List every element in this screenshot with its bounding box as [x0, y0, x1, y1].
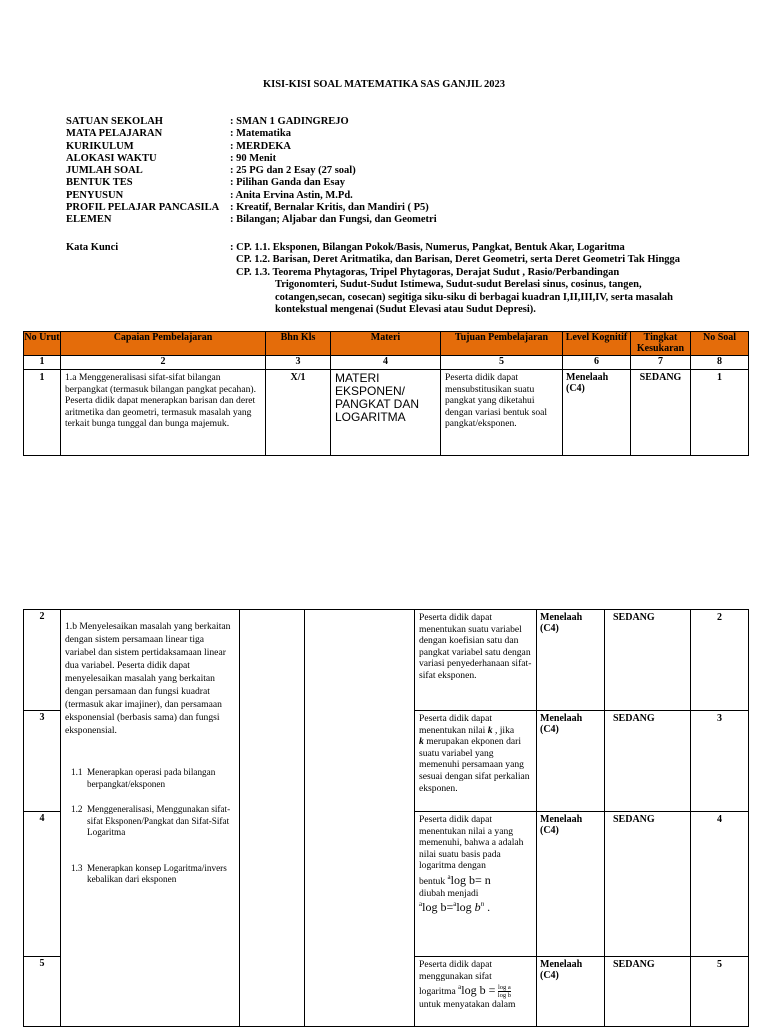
column-number: 8: [691, 356, 749, 370]
row-tingkat: SEDANG: [605, 957, 691, 1027]
column-number-row: [24, 356, 749, 370]
header-capaian: Capaian Pembelajaran: [61, 332, 266, 356]
column-number: 1: [24, 356, 61, 370]
table-row: [24, 610, 749, 711]
identity-block: [66, 116, 437, 227]
info-label: BENTUK TES: [66, 177, 133, 189]
kata-kunci-line: : CP. 1.1. Eksponen, Bilangan Pokok/Basis, Numerus, Pangkat, Bentuk Akar, Logaritma: [230, 242, 625, 253]
list-item: 1.1 Menerapkan operasi pada bilangan berpangkat/eksponen: [71, 767, 216, 789]
row-tujuan: Peserta didik dapat menggunakan sifat logaritma $^a$log b = $\frac{\text{log a}}{\text{log b}}$ untuk menyatakan dalam: [415, 957, 537, 1027]
info-label: PENYUSUN: [66, 189, 124, 201]
row-materi-empty: [305, 610, 415, 1027]
info-value: : 25 PG dan 2 Esay (27 soal): [230, 165, 356, 177]
row-no-soal: 5: [691, 957, 749, 1027]
row-tujuan: Peserta didik dapat menentukan nilai a yang memenuhi, bahwa a adalah nilai suatu basis pada logaritma dengan bentuk $^a$log b= n diubah menjadi $^a$log b=$^a$log $b^n$ .: [415, 812, 537, 957]
header-tujuan: Tujuan Pembelajaran: [441, 332, 563, 356]
row-bhn-kls-empty: [240, 610, 305, 1027]
logarithm-formula: log b=: [422, 900, 454, 915]
row-no: 5: [24, 957, 61, 1027]
kata-kunci-line: CP. 1.2. Barisan, Deret Aritmatika, dan Barisan, Deret Geometri, serta Deret Geometri Tak Hingga: [236, 254, 681, 266]
logarithm-formula: log b= n: [450, 872, 491, 887]
kata-kunci-line: kontekstual mengenai (Sudut Elevasi atau Sudut Depresi).: [275, 304, 536, 316]
row-tingkat: SEDANG: [605, 812, 691, 957]
info-label: SATUAN SEKOLAH: [66, 116, 163, 127]
header-no-urut: No Urut: [24, 332, 61, 356]
kata-kunci-line: cotangen,secan, cosecan) segitiga siku-siku di berbagai kuadran I,II,III,IV, serta masalah: [275, 291, 673, 303]
header-materi: Materi: [331, 332, 441, 356]
info-row: [66, 177, 437, 189]
row-no-soal: 1: [691, 370, 749, 456]
column-number: 6: [563, 356, 631, 370]
row-tingkat: SEDANG: [605, 711, 691, 812]
info-value: : Matematika: [230, 128, 291, 140]
kata-kunci-line: Trigonomteri, Sudut-Sudut Istimewa, Sudut-sudut Berelasi sinus, cosinus, tangen,: [275, 279, 642, 291]
info-row: [66, 116, 437, 128]
info-value: : Bilangan; Aljabar dan Fungsi, dan Geometri: [230, 214, 437, 226]
info-label: ALOKASI WAKTU: [66, 152, 157, 164]
column-number: 5: [441, 356, 563, 370]
kata-kunci-line: CP. 1.3. Teorema Phytagoras, Tripel Phytagoras, Derajat Sudut , Rasio/Perbandingan: [236, 266, 620, 278]
column-number: 7: [631, 356, 691, 370]
row-capaian-merged: [61, 610, 240, 1027]
column-number: 2: [61, 356, 266, 370]
row-level: Menelaah (C4): [537, 610, 605, 711]
list-item: 1.2 Menggeneralisasi, Menggunakan sifat-sifat Eksponen/Pangkat dan Sifat-Sifat Logaritma: [71, 804, 231, 837]
row-level: Menelaah (C4): [537, 711, 605, 812]
table-row: [24, 370, 749, 456]
kisi-kisi-table-continued: [23, 609, 749, 1027]
row-no-soal: 3: [691, 711, 749, 812]
row-no-soal: 4: [691, 812, 749, 957]
info-row: [66, 165, 437, 177]
info-row: [66, 202, 437, 214]
row-level: Menelaah (C4): [537, 812, 605, 957]
header-level: Level Kognitif: [563, 332, 631, 356]
header-bhn-kls: Bhn Kls: [266, 332, 331, 356]
info-value: : Anita Ervina Astin, M.Pd.: [230, 189, 353, 201]
kata-kunci-label: Kata Kunci: [66, 242, 119, 253]
document-title: KISI-KISI SOAL MATEMATIKA SAS GANJIL 2023: [262, 79, 506, 90]
info-value: : Pilihan Ganda dan Esay: [230, 177, 345, 189]
logarithm-formula: log b =: [461, 983, 496, 998]
header-no-soal: No Soal: [691, 332, 749, 356]
capaian-main-text: 1.b Menyelesaikan masalah yang berkaitan dengan sistem persamaan linear tiga variabel dan sistem pertidaksamaan linear dua variabel. Peserta didik dapat menyelesaikan masalah yang berkaitan dengan persamaan dan fungsi kuadrat (termasuk akar imajiner), dan persamaan eksponensial (berbasis sama) dan fungsi eksponensial.: [65, 621, 231, 736]
info-value: : Kreatif, Bernalar Kritis, dan Mandiri ( P5): [230, 202, 429, 214]
info-row: [66, 153, 437, 165]
header-tingkat: Tingkat Kesukaran: [631, 332, 691, 356]
row-tingkat: SEDANG: [605, 610, 691, 711]
log-fraction: $\frac{\text{log a}}{\text{log b}}$: [497, 984, 511, 1000]
table-header-row: [24, 332, 749, 356]
info-label: MATA PELAJARAN: [66, 128, 163, 140]
info-value: : 90 Menit: [230, 152, 277, 164]
row-bhn-kls: X/1: [266, 370, 331, 456]
list-item: 1.3 Menerapkan konsep Logaritma/invers kebalikan dari eksponen: [71, 862, 227, 884]
info-row: [66, 141, 437, 153]
kata-kunci-block: [66, 242, 680, 316]
row-level: Menelaah (C4): [563, 370, 631, 456]
row-no: 1: [24, 370, 61, 456]
info-label: PROFIL PELAJAR PANCASILA: [66, 202, 220, 214]
kisi-kisi-table: [23, 331, 749, 456]
row-tujuan: Peserta didik dapat mensubstitusikan suatu pangkat yang diketahui dengan variasi bentuk soal pangkat/eksponen.: [441, 370, 563, 456]
row-no: 4: [24, 812, 61, 957]
column-number: 3: [266, 356, 331, 370]
row-no: 2: [24, 610, 61, 711]
info-row: [66, 190, 437, 202]
row-tujuan: Peserta didik dapat menentukan suatu variabel dengan koefisian satu dan pangkat variabel satu dengan variasi penyederhanaan sifat-sifat eksponen.: [415, 610, 537, 711]
capaian-sub-list: [65, 767, 236, 886]
column-number: 4: [331, 356, 441, 370]
info-label: JUMLAH SOAL: [66, 165, 143, 177]
info-value: : SMAN 1 GADINGREJO: [230, 116, 349, 127]
row-tingkat: SEDANG: [631, 370, 691, 456]
row-materi: MATERI EKSPONEN/ PANGKAT DAN LOGARITMA: [331, 370, 441, 456]
info-label: KURIKULUM: [66, 140, 134, 152]
row-capaian: 1.a Menggeneralisasi sifat-sifat bilangan berpangkat (termasuk bilangan pangkat pecahan). Peserta didik dapat menerapkan barisan dan deret aritmetika dan geometri, termasuk masalah yang terkait bunga tunggal dan bunga majemuk.: [61, 370, 266, 456]
info-value: : MERDEKA: [230, 140, 291, 152]
info-row: [66, 214, 437, 226]
row-level: Menelaah (C4): [537, 957, 605, 1027]
row-no-soal: 2: [691, 610, 749, 711]
info-row: [66, 128, 437, 140]
row-tujuan: Peserta didik dapat menentukan nilai k , jika k merupakan ekponen dari suatu variabel yang memenuhi persamaan yang sesuai dengan sifat perkalian eksponen.: [415, 711, 537, 812]
row-no: 3: [24, 711, 61, 812]
info-label: ELEMEN: [66, 214, 112, 226]
